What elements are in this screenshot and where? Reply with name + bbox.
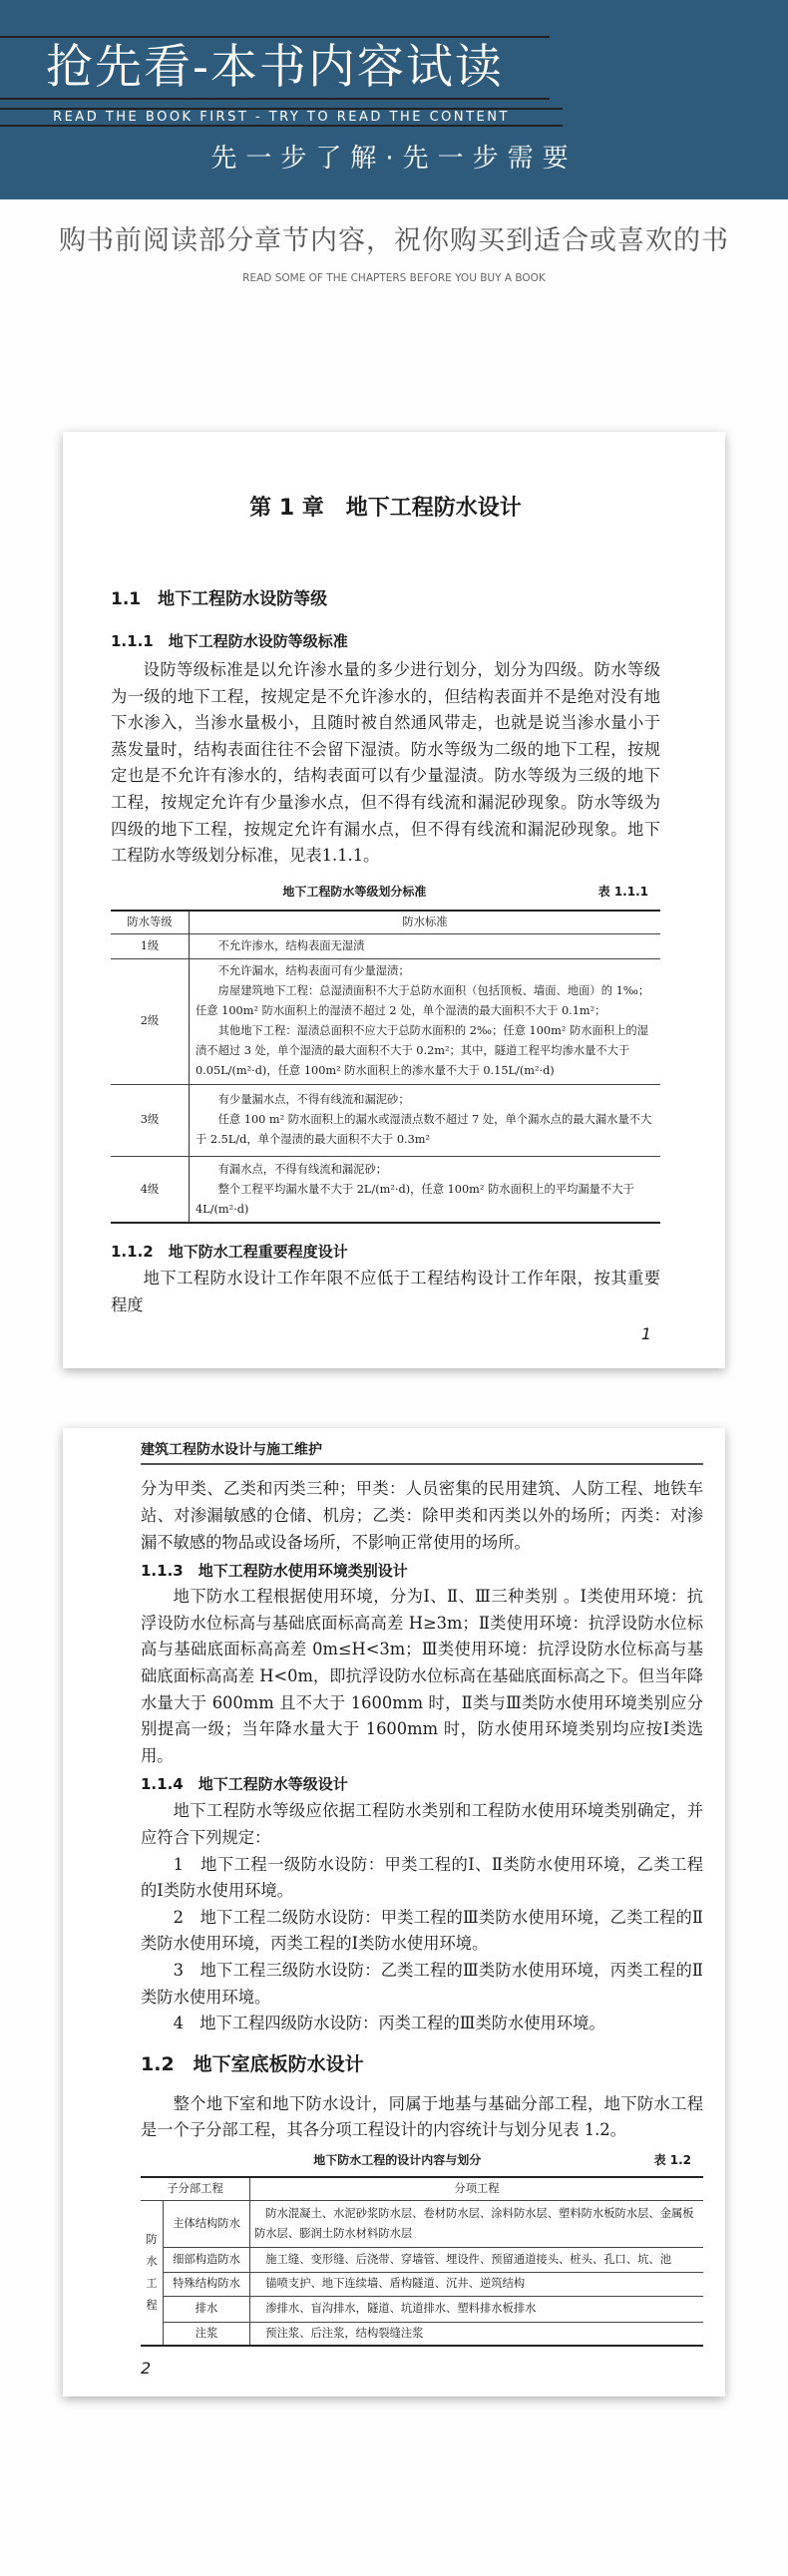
table-header-row	[141, 2177, 703, 2201]
table-row	[141, 2247, 703, 2272]
chapter-title: 第 1 章 地下工程防水设计	[249, 496, 522, 521]
table-number: 表 1.1.1	[597, 884, 648, 899]
cell-line: 有漏水点，不得有线流和漏泥砂；	[217, 1162, 388, 1176]
banner-title: 抢先看-本书内容试读	[0, 36, 550, 100]
sub-project-cell: 注浆	[164, 2322, 250, 2346]
table-header: 防水等级	[111, 911, 190, 934]
section-heading-1-1-2: 1.1.2 地下防水工程重要程度设计	[111, 1243, 348, 1262]
list-item: 1 地下工程一级防水设防：甲类工程的Ⅰ、Ⅱ类防水使用环境，乙类工程的Ⅰ类防水使用环境。	[141, 1854, 703, 1901]
book-page-2	[63, 1428, 725, 2395]
section-heading-1-1-4: 1.1.4 地下工程防水等级设计	[141, 1775, 348, 1794]
table-header: 防水标准	[402, 915, 448, 928]
paragraph: 分为甲类、乙类和丙类三种；甲类：人员密集的民用建筑、人防工程、地铁车站、对渗漏敏感的仓储、机房；乙类：除甲类和丙类以外的场所；丙类：对渗漏不敏感的物品或设备场所，不影响正常使用的场所。	[141, 1479, 703, 1552]
table-row	[141, 2272, 703, 2296]
banner	[0, 0, 788, 199]
paragraph: 地下防水工程根据使用环境，分为Ⅰ、Ⅱ、Ⅲ三种类别 。Ⅰ类使用环境：抗浮设防水位标高与基础底面标高高差 H≥3m；Ⅱ类使用环境：抗浮设防水位标高与基础底面标高高差 0m≤H<3m；Ⅲ类使用环境：抗浮设防水位标高与基础底面标高高差 H<0m，即抗浮设防水位标高在基础底面标高之下。但当年降水量大于 600mm 且不大于 1600mm 时，Ⅱ类与Ⅲ类防水使用环境类别应分别提高一级；当年降水量大于 1600mm 时，防水使用环境类别均应按Ⅰ类选用。	[141, 1587, 703, 1765]
cell-line: 不允许渗水，结构表面无湿渍	[217, 938, 365, 952]
grade-cell: 4级	[111, 1156, 190, 1223]
standard-cell	[190, 1156, 661, 1223]
waterproof-grade-table	[111, 910, 660, 1225]
bottom-spacer	[0, 2396, 788, 2576]
content-cell: 预注浆、后注浆，结构裂缝注浆	[250, 2322, 704, 2346]
content-cell: 施工缝、变形缝、后浇带、穿墙管、埋设件、预留通道接头、桩头、孔口、坑、池	[250, 2247, 704, 2272]
sub-project-cell: 主体结构防水	[164, 2200, 250, 2247]
sub-project-cell: 排水	[164, 2296, 250, 2322]
table-row	[111, 958, 660, 1084]
list-item: 3 地下工程三级防水设防：乙类工程的Ⅲ类防水使用环境，丙类工程的Ⅱ类防水使用环境。	[141, 1960, 703, 2007]
list-item: 4 地下工程四级防水设防：丙类工程的Ⅲ类防水使用环境。	[173, 2014, 605, 2033]
paragraph: 整个地下室和地下防水设计，同属于地基与基础分部工程，地下防水工程是一个子分部工程，其各分项工程设计的内容统计与划分见表 1.2。	[141, 2093, 703, 2140]
paragraph: 地下工程防水设计工作年限不应低于工程结构设计工作年限，按其重要程度	[111, 1269, 660, 1314]
sub-project-cell: 特殊结构防水	[164, 2272, 250, 2296]
cell-line: 有少量漏水点，不得有线流和漏泥砂；	[217, 1093, 410, 1107]
banner-slogan: 先一步了解·先一步需要	[210, 144, 578, 174]
design-division-table	[141, 2176, 703, 2347]
intro-text-cn: 购书前阅读部分章节内容，祝你购买到适合或喜欢的书	[59, 225, 729, 256]
sub-project-cell: 细部构造防水	[164, 2247, 250, 2272]
section-heading-1-1: 1.1 地下工程防水设防等级	[111, 589, 328, 609]
page-number: 1	[640, 1324, 651, 1344]
grade-cell: 3级	[111, 1084, 190, 1156]
table-number: 表 1.2	[653, 2152, 691, 2167]
grade-cell: 1级	[111, 933, 190, 958]
table-header: 分项工程	[250, 2177, 704, 2201]
cell-line: 房屋建筑地下工程：总湿渍面积不大于总防水面积（包括顶板、墙面、地面）的 1‰；任意 100m² 防水面积上的湿渍不超过 2 处，单个湿渍的最大面积不大于 0.1m²；	[196, 984, 650, 1018]
table-row	[141, 2200, 703, 2247]
cell-line: 整个工程平均漏水量不大于 2L/(m²·d)，任意 100m² 防水面积上的平均漏量不大于 4L/(m²·d)	[196, 1182, 634, 1216]
content-cell: 防水混凝土、水泥砂浆防水层、卷材防水层、涂料防水层、塑料防水板防水层、金属板防水层、膨润土防水材料防水层	[250, 2200, 704, 2247]
cell-line: 不允许漏水，结构表面可有少量湿渍；	[217, 964, 410, 978]
table-row	[111, 1156, 660, 1223]
standard-cell	[190, 958, 661, 1084]
grade-cell: 2级	[111, 958, 190, 1084]
section-heading-1-2: 1.2 地下室底板防水设计	[141, 2052, 364, 2075]
table-row	[141, 2322, 703, 2346]
table-row	[141, 2296, 703, 2322]
standard-cell	[190, 1084, 661, 1156]
content-cell: 渗排水、盲沟排水，隧道、坑道排水、塑料排水板排水	[250, 2296, 704, 2322]
table-caption: 地下防水工程的设计内容与划分	[313, 2152, 482, 2167]
intro-text-en: READ SOME OF THE CHAPTERS BEFORE YOU BUY A BOOK	[242, 272, 546, 284]
section-heading-1-1-3: 1.1.3 地下工程防水使用环境类别设计	[141, 1562, 408, 1581]
table-header: 子分部工程	[141, 2177, 250, 2201]
group-cell: 防水工程	[141, 2200, 164, 2346]
standard-cell	[190, 933, 661, 958]
table-header-row	[111, 911, 660, 934]
table-caption: 地下工程防水等级划分标准	[282, 884, 427, 899]
running-head: 建筑工程防水设计与施工维护	[141, 1442, 322, 1459]
paragraph: 设防等级标准是以允许渗水量的多少进行划分，划分为四级。防水等级为一级的地下工程，按规定是不允许渗水的，但结构表面并不是绝对没有地下水渗入，当渗水量极小，且随时被自然通风带走，也就是说当渗水量小于蒸发量时，结构表面往往不会留下湿渍。防水等级为二级的地下工程，按规定也是不允许有渗水的，结构表面可以有少量湿渍。防水等级为三级的地下工程，按规定允许有少量渗水点，但不得有线流和漏泥砂现象。防水等级为四级的地下工程，按规定允许有漏水点，但不得有线流和漏泥砂现象。地下工程防水等级划分标准，见表1.1.1。	[111, 660, 660, 866]
cell-line: 其他地下工程：湿渍总面积不应大于总防水面积的 2‰；任意 100m² 防水面积上的湿渍不超过 3 处，单个湿渍的最大面积不大于 0.2m²；其中，隧道工程平均渗水量不大于 0.05L/(m²·d)，任意 100m² 防水面积上的渗水量不大于 0.15L/(m²·d)	[196, 1024, 649, 1078]
book-page-1	[63, 432, 725, 1368]
table-caption-row	[141, 2150, 703, 2170]
page-number: 2	[141, 2358, 152, 2378]
header-rule	[141, 1463, 703, 1465]
banner-subtitle-en: READ THE BOOK FIRST - TRY TO READ THE CONTENT	[0, 108, 563, 127]
paragraph: 地下工程防水等级应依据工程防水类别和工程防水使用环境类别确定，并应符合下列规定：	[141, 1801, 703, 1847]
table-caption-row	[111, 882, 660, 902]
cell-line: 任意 100 m² 防水面积上的漏水或湿渍点数不超过 7 处，单个漏水点的最大漏水量不大于 2.5L/d，单个湿渍的最大面积不大于 0.3m²	[196, 1113, 652, 1147]
list-item: 2 地下工程二级防水设防：甲类工程的Ⅲ类防水使用环境，乙类工程的Ⅱ类防水使用环境，丙类工程的Ⅰ类防水使用环境。	[141, 1907, 703, 1954]
table-row	[111, 933, 660, 958]
section-heading-1-1-1: 1.1.1 地下工程防水设防等级标准	[111, 632, 348, 650]
table-row	[111, 1084, 660, 1156]
content-cell: 锚喷支护、地下连续墙、盾构隧道、沉井、逆筑结构	[250, 2272, 704, 2296]
